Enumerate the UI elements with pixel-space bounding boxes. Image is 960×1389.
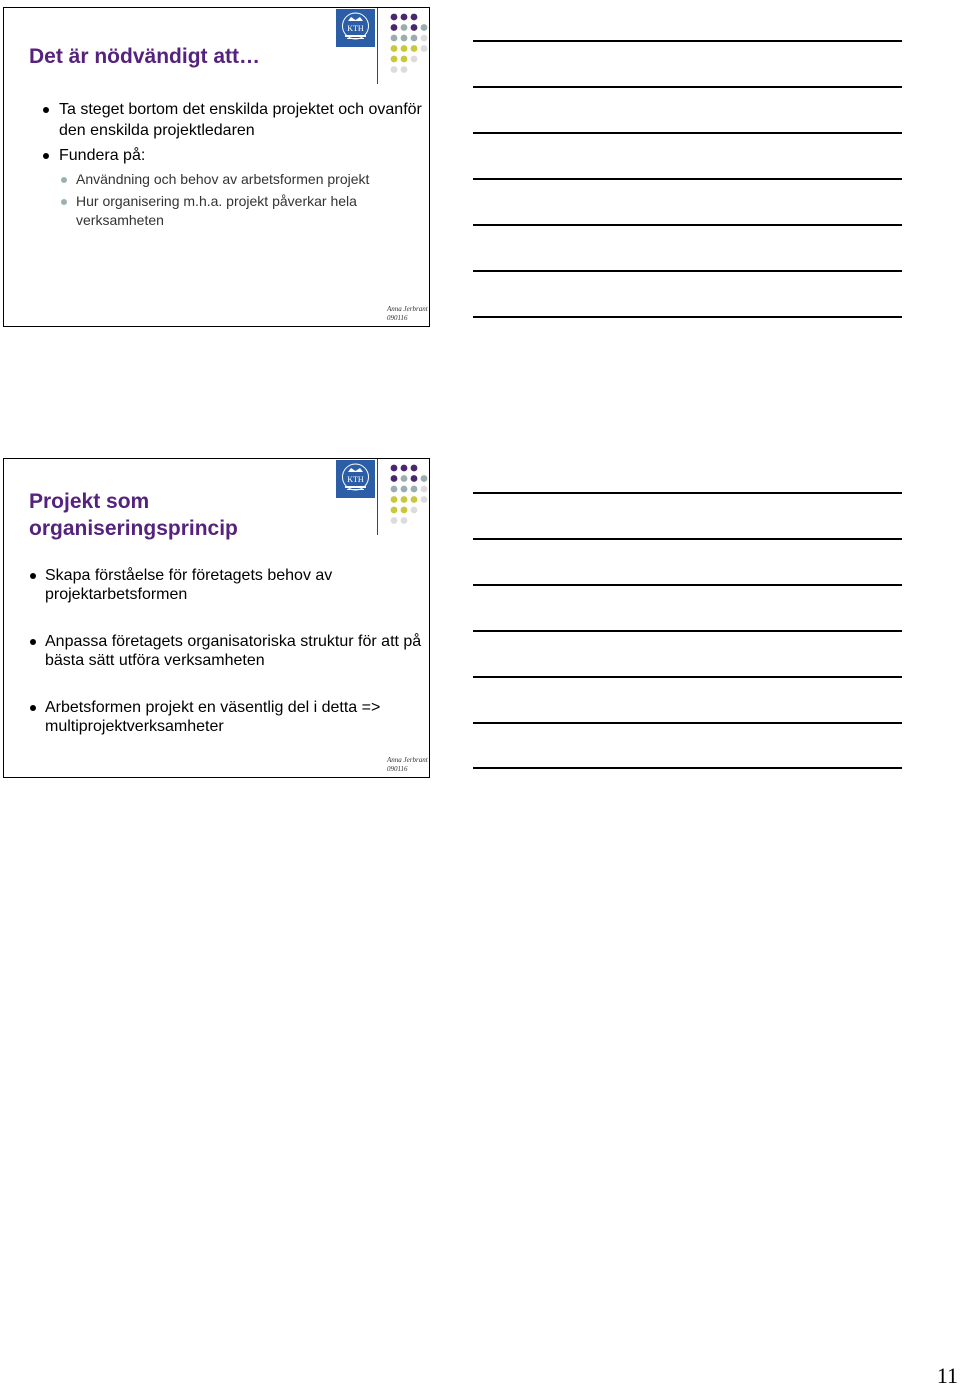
decor-dot <box>391 517 398 524</box>
decor-dot <box>401 35 408 42</box>
decor-dot <box>421 475 428 482</box>
decor-dot <box>391 66 398 73</box>
decor-dot <box>421 45 428 52</box>
decor-dot <box>421 486 428 493</box>
kth-logo <box>336 9 375 47</box>
decor-dot <box>411 14 418 21</box>
decor-dot <box>421 496 428 503</box>
slide-title: Projekt som organiseringsprincip <box>29 490 238 540</box>
note-line <box>473 270 902 272</box>
note-line <box>473 767 902 769</box>
slide-footer <box>387 756 428 774</box>
note-line <box>473 224 902 226</box>
decor-dot <box>401 66 408 73</box>
decor-dot <box>401 486 408 493</box>
decor-dot <box>411 475 418 482</box>
footer-author: Anna Jerbrant <box>387 305 428 313</box>
decor-dot <box>401 56 408 63</box>
decor-dot <box>391 465 398 472</box>
decor-dot <box>401 14 408 21</box>
header-divider <box>377 8 378 84</box>
bullet-item: Anpassa företagets organisatoriska struktur för att på bästa sätt utföra verksamheten <box>4 632 424 670</box>
decor-dot <box>421 35 428 42</box>
note-line <box>473 492 902 494</box>
decor-dot <box>391 35 398 42</box>
decor-dot <box>391 496 398 503</box>
bullet-list <box>4 99 424 233</box>
note-line <box>473 676 902 678</box>
note-line <box>473 132 902 134</box>
note-line <box>473 538 902 540</box>
decor-dot <box>411 35 418 42</box>
decor-dot <box>391 507 398 514</box>
note-line <box>473 584 902 586</box>
note-line <box>473 178 902 180</box>
decor-dot <box>401 507 408 514</box>
note-line <box>473 722 902 724</box>
footer-author: Anna Jerbrant <box>387 756 428 764</box>
note-line <box>473 630 902 632</box>
decor-dot <box>411 507 418 514</box>
decor-dot <box>411 486 418 493</box>
decor-dot <box>391 486 398 493</box>
slide-2 <box>3 458 430 778</box>
bullet-item: Ta steget bortom det enskilda projektet och ovanför den enskilda projektledaren <box>4 99 424 141</box>
logo-text: KTH <box>347 24 364 33</box>
decor-dot <box>411 45 418 52</box>
kth-logo <box>336 460 375 498</box>
decor-dot <box>411 496 418 503</box>
decor-dot <box>391 475 398 482</box>
bullet-list <box>4 566 424 764</box>
decor-dot <box>401 517 408 524</box>
slide-1 <box>3 7 430 327</box>
slide-footer <box>387 305 428 323</box>
footer-date: 090116 <box>387 765 408 773</box>
decor-dot <box>391 14 398 21</box>
decor-dot <box>401 45 408 52</box>
decor-dot <box>421 24 428 31</box>
bullet-item: Fundera på: <box>4 145 424 166</box>
decor-dot <box>401 24 408 31</box>
decor-dot <box>391 24 398 31</box>
note-line <box>473 40 902 42</box>
page-number: 11 <box>936 1363 958 1388</box>
note-line <box>473 316 902 318</box>
sub-bullet-item: Hur organisering m.h.a. projekt påverkar hela verksamheten <box>4 192 424 230</box>
dot-grid-decoration <box>390 13 430 77</box>
bullet-item: Skapa förståelse för företagets behov av projektarbetsformen <box>4 566 424 604</box>
slide-title: Det är nödvändigt att… <box>29 45 261 68</box>
decor-dot <box>411 56 418 63</box>
decor-dot <box>411 24 418 31</box>
footer-date: 090116 <box>387 314 408 322</box>
dot-grid-decoration <box>390 464 430 528</box>
decor-dot <box>411 465 418 472</box>
header-divider <box>377 459 378 535</box>
sub-bullet-item: Användning och behov av arbetsformen projekt <box>4 170 424 189</box>
decor-dot <box>401 465 408 472</box>
logo-text: KTH <box>347 475 364 484</box>
decor-dot <box>401 496 408 503</box>
decor-dot <box>391 56 398 63</box>
bullet-item: Arbetsformen projekt en väsentlig del i detta => multiprojektverksamheter <box>4 698 424 736</box>
note-line <box>473 86 902 88</box>
decor-dot <box>401 475 408 482</box>
decor-dot <box>391 45 398 52</box>
